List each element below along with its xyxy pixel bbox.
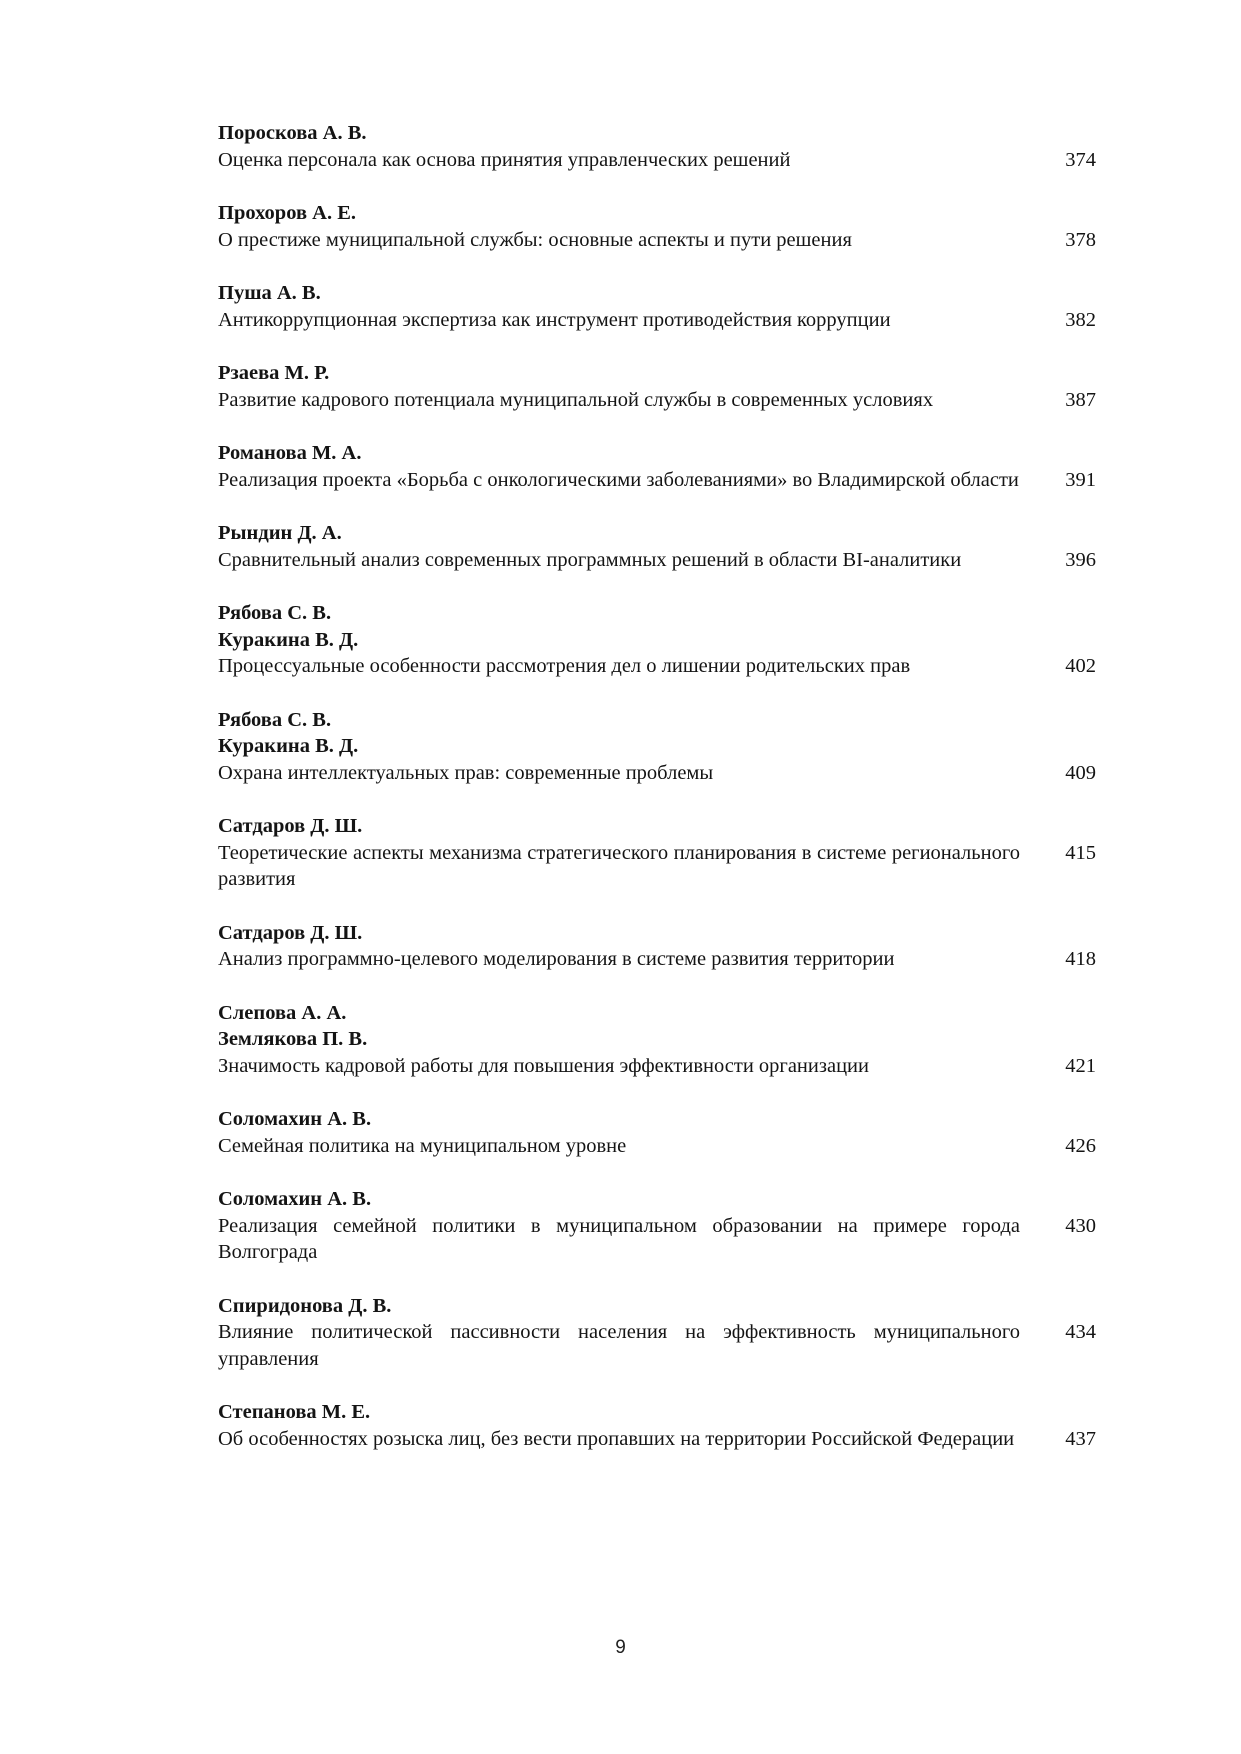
entry-author: Пуша А. В. (218, 282, 321, 304)
entry-author: Степанова М. Е. (218, 1401, 371, 1423)
entry-author: Рзаева М. Р. (218, 362, 330, 384)
toc-entry (218, 200, 1098, 253)
entry-page-number: 421 (1065, 1054, 1096, 1077)
entry-title: О престиже муниципальной службы: основные аспекты и пути решения (218, 228, 852, 251)
entry-author: Рябова С. В. (218, 602, 332, 624)
entry-title: Значимость кадровой работы для повышения эффективности организации (218, 1054, 869, 1077)
entry-page-number: 391 (1065, 468, 1096, 491)
toc-entry (218, 280, 1098, 333)
toc-entry (218, 920, 1098, 973)
toc-entry (218, 1106, 1098, 1159)
toc-entry (218, 120, 1098, 173)
entry-title: Процессуальные особенности рассмотрения дел о лишении родительских прав (218, 655, 911, 677)
entry-line (218, 147, 1098, 174)
entry-line (218, 1053, 1098, 1080)
toc-entry (218, 360, 1098, 413)
entry-page-number: 430 (1065, 1214, 1096, 1237)
entry-title: Оценка персонала как основа принятия управленческих решений (218, 148, 791, 171)
entry-title: Реализация семейной политики в муниципальном образовании на примере города Волгограда (218, 1214, 1020, 1263)
entry-page-number: 396 (1065, 548, 1096, 571)
entry-page-number: 382 (1065, 308, 1096, 331)
entry-line (218, 946, 1098, 973)
entry-page-number: 374 (1065, 148, 1096, 171)
toc-entry (218, 440, 1098, 493)
entry-author: Сатдаров Д. Ш. (218, 815, 363, 837)
entry-title: Анализ программно-целевого моделирования в системе развития территории (218, 948, 895, 970)
entry-page-number: 402 (1065, 655, 1096, 677)
toc-entry (218, 1399, 1098, 1452)
entry-author: Рябова С. В. (218, 708, 332, 731)
page-number: 9 (615, 1637, 626, 1658)
entry-page-number: 378 (1065, 228, 1096, 251)
toc-entry (218, 1000, 1098, 1080)
entry-line (218, 467, 1098, 494)
entry-author: Куракина В. Д. (218, 735, 359, 757)
toc-entry (218, 520, 1098, 573)
entry-line (218, 387, 1098, 414)
entry-author: Прохоров А. Е. (218, 202, 356, 224)
entry-title: Развитие кадрового потенциала муниципальной службы в современных условиях (218, 388, 934, 411)
entry-title: Антикоррупционная экспертиза как инструмент противодействия коррупции (218, 308, 891, 331)
entry-line (218, 1426, 1098, 1453)
entry-line (218, 227, 1098, 254)
entry-page-number: 426 (1065, 1134, 1096, 1157)
entry-author: Сатдаров Д. Ш. (218, 921, 363, 944)
entry-line (218, 307, 1098, 334)
toc-entry (218, 1293, 1098, 1373)
entry-title: Теоретические аспекты механизма стратегического планирования в системе регионального развития (218, 841, 1020, 890)
toc-entry (218, 707, 1098, 787)
entry-title: Сравнительный анализ современных программных решений в области BI-аналитики (218, 548, 962, 571)
entry-line (218, 760, 1098, 787)
entry-title: Реализация проекта «Борьба с онкологическими заболеваниями» во Владимирской области (218, 468, 1019, 491)
entry-title: Охрана интеллектуальных прав: современные проблемы (218, 761, 714, 784)
entry-line (218, 547, 1098, 574)
table-of-contents (218, 120, 1098, 1479)
toc-entry (218, 1186, 1098, 1266)
entry-page-number: 418 (1065, 948, 1096, 970)
entry-title: Семейная политика на муниципальном уровне (218, 1134, 627, 1157)
entry-title: Об особенностях розыска лиц, без вести пропавших на территории Российской Федерации (218, 1427, 1015, 1450)
entry-author: Рындин Д. А. (218, 522, 342, 544)
entry-line (218, 653, 1098, 680)
entry-page-number: 409 (1065, 761, 1096, 784)
entry-page-number: 437 (1065, 1427, 1096, 1450)
entry-line (218, 1319, 1098, 1372)
entry-page-number: 387 (1065, 388, 1096, 411)
entry-author: Соломахин А. В. (218, 1188, 372, 1210)
entry-author: Землякова П. В. (218, 1028, 368, 1050)
entry-line (218, 1213, 1098, 1266)
entry-page-number: 434 (1065, 1321, 1096, 1343)
toc-entry (218, 813, 1098, 893)
entry-title: Влияние политической пассивности населения на эффективность муниципального управления (218, 1321, 1020, 1370)
entry-page-number: 415 (1065, 841, 1096, 864)
entry-line (218, 1133, 1098, 1160)
entry-author: Слепова А. А. (218, 1001, 347, 1024)
entry-author: Романова М. А. (218, 442, 362, 464)
entry-author: Куракина В. Д. (218, 628, 359, 651)
entry-line (218, 840, 1098, 893)
entry-author: Соломахин А. В. (218, 1108, 372, 1130)
entry-author: Спиридонова Д. В. (218, 1294, 392, 1317)
toc-entry (218, 600, 1098, 680)
entry-author: Пороскова А. В. (218, 122, 367, 144)
